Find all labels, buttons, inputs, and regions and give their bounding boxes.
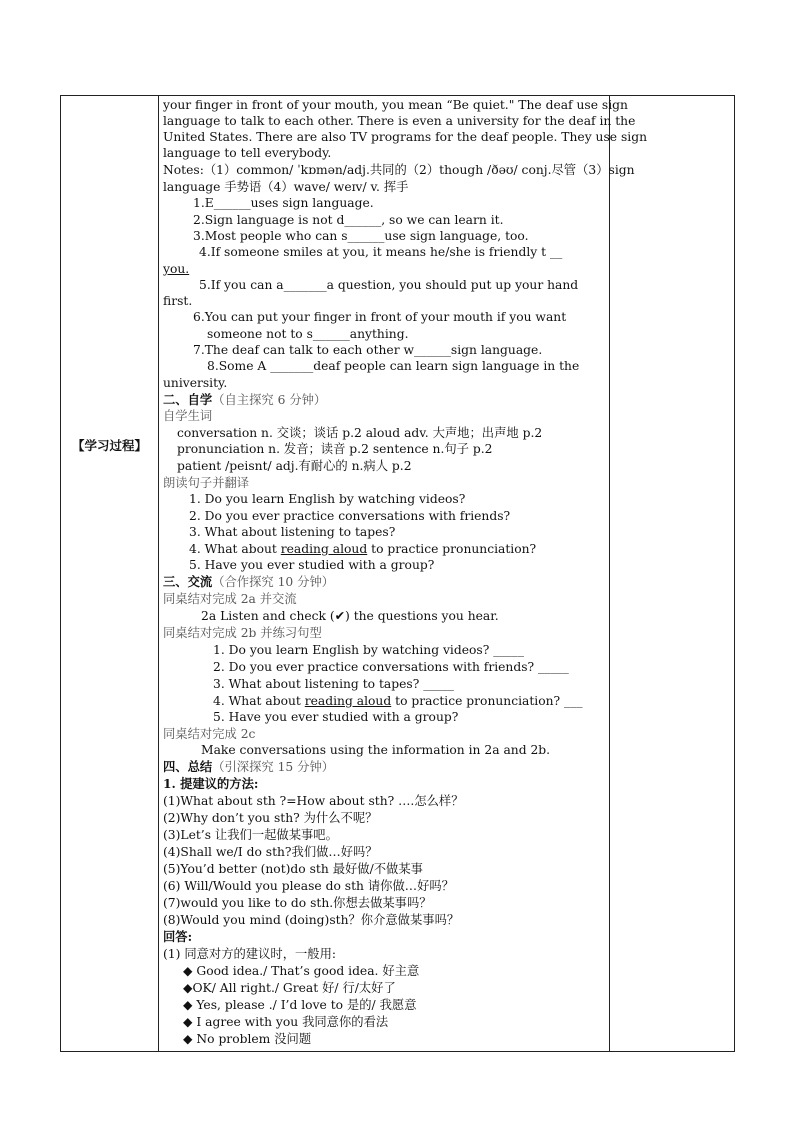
vocab-line: pronunciation n. 发音；读音 p.2 sentence n.句子 p.2 — [177, 442, 493, 456]
exercise-item: 6.You can put your finger in front of your mouth if you want — [193, 310, 567, 324]
section-note: （合作探究 10 分钟） — [212, 575, 335, 589]
section-title: 三、交流 — [163, 574, 213, 589]
vocab-line: patient /peisnt/ adj.有耐心的 n.病人 p.2 — [177, 459, 412, 473]
section-title: 四、总结 — [163, 759, 213, 774]
section-note: （引深探究 15 分钟） — [212, 760, 335, 774]
methods-heading: 1. 提建议的方法: — [163, 776, 259, 791]
underlined-phrase: reading aloud — [280, 542, 368, 556]
agree-item: ◆ Good idea./ That’s good idea. 好主意 — [183, 964, 420, 978]
agree-heading: (1) 同意对方的建议时，一般用: — [163, 947, 337, 961]
exercise-item: first. — [163, 294, 193, 308]
method-item: (6) Will/Would you please do sth 请你做…好吗？ — [163, 879, 454, 893]
section-4-heading — [163, 759, 334, 775]
sentence-item — [189, 541, 536, 557]
sentence-item: 5. Have you ever studied with a group? — [189, 558, 435, 572]
task-heading-2a: 同桌结对完成 2a 并交流 — [163, 592, 297, 606]
answer-heading: 回答: — [163, 929, 193, 944]
underlined-phrase: reading aloud — [304, 694, 392, 708]
intro-line: language to tell everybody. — [163, 146, 332, 160]
task-heading-2b: 同桌结对完成 2b 并练习句型 — [163, 626, 322, 640]
question-item: 5. Have you ever studied with a group? — [213, 710, 459, 724]
method-item: (4)Shall we/I do sth?我们做…好吗？ — [163, 845, 378, 859]
agree-item: ◆ Yes, please ./ I’d love to 是的/ 我愿意 — [183, 998, 417, 1012]
agree-item: ◆ I agree with you 我同意你的看法 — [183, 1015, 389, 1029]
exercise-item: 7.The deaf can talk to each other w______sign language. — [193, 343, 543, 357]
method-item: (3)Let’s 让我们一起做某事吧。 — [163, 828, 338, 842]
question-end: to practice pronunciation? ___ — [391, 694, 583, 708]
sentence-item: 1. Do you learn English by watching videos? — [189, 492, 466, 506]
method-item: (1)What about sth ?=How about sth? ….怎么样？ — [163, 794, 464, 808]
section-2-heading — [163, 392, 326, 408]
sentence-end: to practice pronunciation? — [367, 542, 537, 556]
exercise-item: university. — [163, 376, 228, 390]
question-item: 1. Do you learn English by watching videos? _____ — [213, 643, 524, 657]
question-item — [213, 693, 583, 709]
exercise-item: 1.E______uses sign language. — [193, 196, 374, 210]
vocab-heading: 自学生词 — [163, 409, 213, 423]
column-divider-right — [609, 96, 610, 1051]
task-2a: 2a Listen and check (✔) the questions you hear. — [201, 609, 499, 623]
agree-item: ◆ No problem 没问题 — [183, 1032, 312, 1046]
section-note: （自主探究 6 分钟） — [212, 393, 327, 407]
sentence-item: 3. What about listening to tapes? — [189, 525, 396, 539]
exercise-item: 8.Some A _______deaf people can learn sign language in the — [207, 359, 580, 373]
exercise-item: someone not to s______anything. — [207, 327, 409, 341]
question-item: 2. Do you ever practice conversations with friends? _____ — [213, 660, 569, 674]
intro-line: language to talk to each other. There is even a university for the deaf in the — [163, 114, 636, 128]
exercise-item: you. — [163, 262, 190, 276]
method-item: (5)You’d better (not)do sth 最好做/不做某事 — [163, 862, 423, 876]
read-heading: 朗读句子并翻译 — [163, 476, 250, 490]
exercise-item: 2.Sign language is not d______, so we can learn it. — [193, 213, 504, 227]
sentence-start: 4. What about — [189, 542, 281, 556]
column-divider-left — [158, 96, 159, 1051]
sentence-item: 2. Do you ever practice conversations with friends? — [189, 509, 511, 523]
intro-line: United States. There are also TV programs for the deaf people. They use sign — [163, 130, 647, 144]
section-title: 二、自学 — [163, 392, 213, 407]
method-item: (8)Would you mind (doing)sth？你介意做某事吗？ — [163, 913, 460, 927]
agree-item: ◆OK/ All right./ Great 好/ 行/太好了 — [183, 981, 396, 995]
notes-line: language 手势语（4）wave/ weɪv/ v. 挥手 — [163, 180, 409, 194]
method-item: (2)Why don’t you sth? 为什么不呢？ — [163, 811, 378, 825]
exercise-item: 4.If someone smiles at you, it means he/she is friendly t __ — [199, 245, 563, 259]
task-2c: Make conversations using the information in 2a and 2b. — [201, 743, 551, 757]
question-item: 3. What about listening to tapes? _____ — [213, 677, 454, 691]
task-heading-2c: 同桌结对完成 2c — [163, 727, 256, 741]
section-3-heading — [163, 574, 334, 590]
exercise-item: 5.If you can a_______a question, you should put up your hand — [199, 278, 579, 292]
intro-line: your finger in front of your mouth, you mean “Be quiet." The deaf use sign — [163, 98, 628, 112]
question-start: 4. What about — [213, 694, 305, 708]
exercise-item: 3.Most people who can s______use sign language, too. — [193, 229, 529, 243]
notes-line: Notes:（1）common/ ˈkɒmən/adj.共同的（2）though /ðəʊ/ conj.尽管（3）sign — [163, 163, 635, 177]
side-label: 【学习过程】 — [71, 438, 147, 453]
method-item: (7)would you like to do sth.你想去做某事吗？ — [163, 896, 432, 910]
vocab-line: conversation n. 交谈；谈话 p.2 aloud adv. 大声地；出声地 p.2 — [177, 426, 543, 440]
